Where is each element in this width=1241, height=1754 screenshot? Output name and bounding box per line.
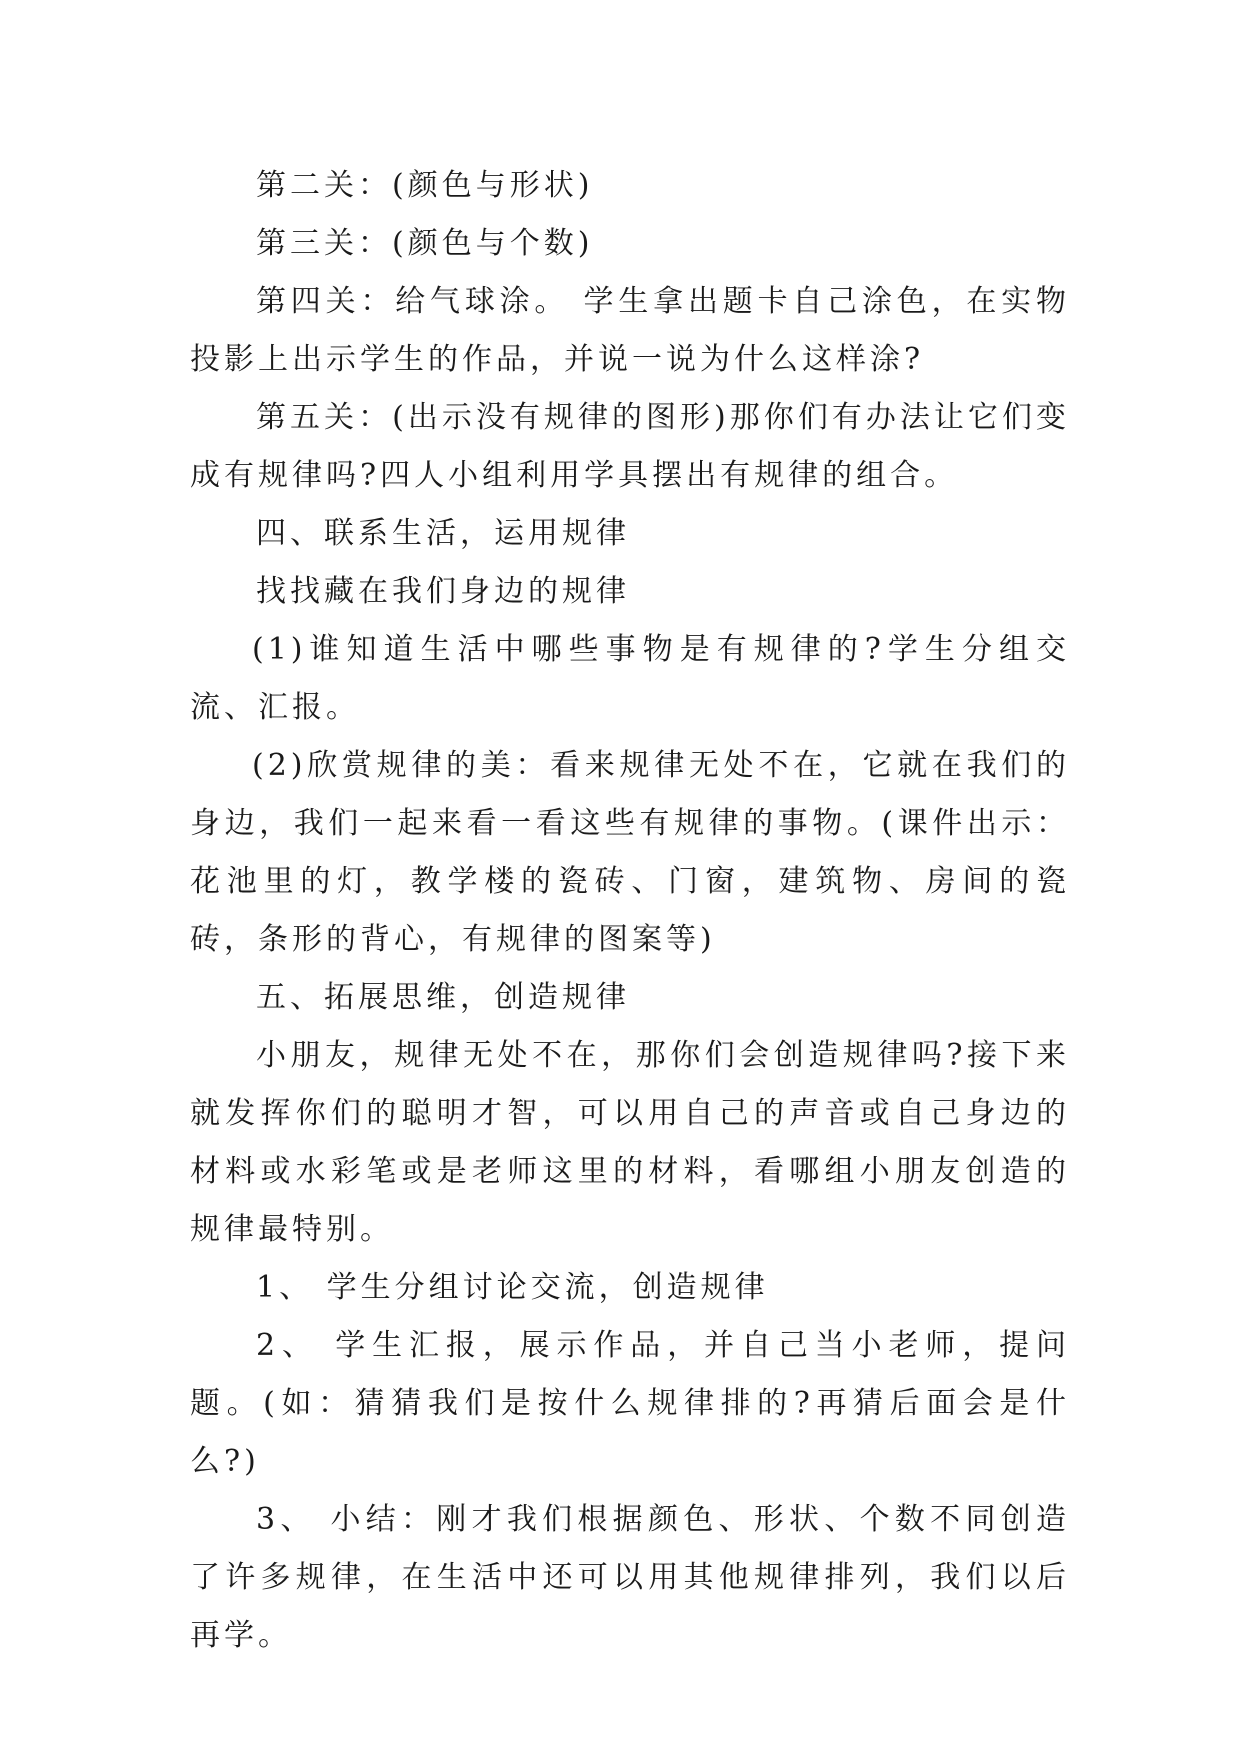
paragraph-step-1: 1、 学生分组讨论交流，创造规律 bbox=[256, 1270, 769, 1305]
paragraph-level-5: 第五关：(出示没有规律的图形)那你们有办法让它们变成有规律吗?四人小组利用学具摆出有规律的组合。 bbox=[190, 400, 1070, 493]
section-heading-4: 四、联系生活，运用规律 bbox=[256, 516, 630, 551]
paragraph-step-2: 2、 学生汇报，展示作品，并自己当小老师，提问题。(如：猜猜我们是按什么规律排的?再猜后面会是什么?) bbox=[190, 1328, 1070, 1479]
paragraph-level-4: 第四关：给气球涂。 学生拿出题卡自己涂色，在实物投影上出示学生的作品，并说一说为什么这样涂? bbox=[190, 284, 1070, 377]
paragraph-level-2: 第二关：(颜色与形状) bbox=[256, 168, 594, 203]
paragraph-item-2: (2)欣赏规律的美：看来规律无处不在，它就在我们的身边，我们一起来看一看这些有规律的事物。(课件出示：花池里的灯，教学楼的瓷砖、门窗，建筑物、房间的瓷砖，条形的背心，有规律的图案等) bbox=[190, 748, 1070, 957]
paragraph-item-1: (1)谁知道生活中哪些事物是有规律的?学生分组交流、汇报。 bbox=[190, 632, 1070, 725]
paragraph-step-3: 3、 小结：刚才我们根据颜色、形状、个数不同创造了许多规律，在生活中还可以用其他规律排列，我们以后再学。 bbox=[190, 1502, 1070, 1653]
section-heading-5: 五、拓展思维，创造规律 bbox=[256, 980, 630, 1015]
paragraph-find-patterns: 找找藏在我们身边的规律 bbox=[256, 574, 630, 609]
paragraph-level-3: 第三关：(颜色与个数) bbox=[256, 226, 594, 261]
paragraph-create-patterns: 小朋友，规律无处不在，那你们会创造规律吗?接下来就发挥你们的聪明才智，可以用自己的声音或自己身边的材料或水彩笔或是老师这里的材料，看哪组小朋友创造的规律最特别。 bbox=[190, 1038, 1070, 1247]
document-body bbox=[190, 157, 1070, 1665]
